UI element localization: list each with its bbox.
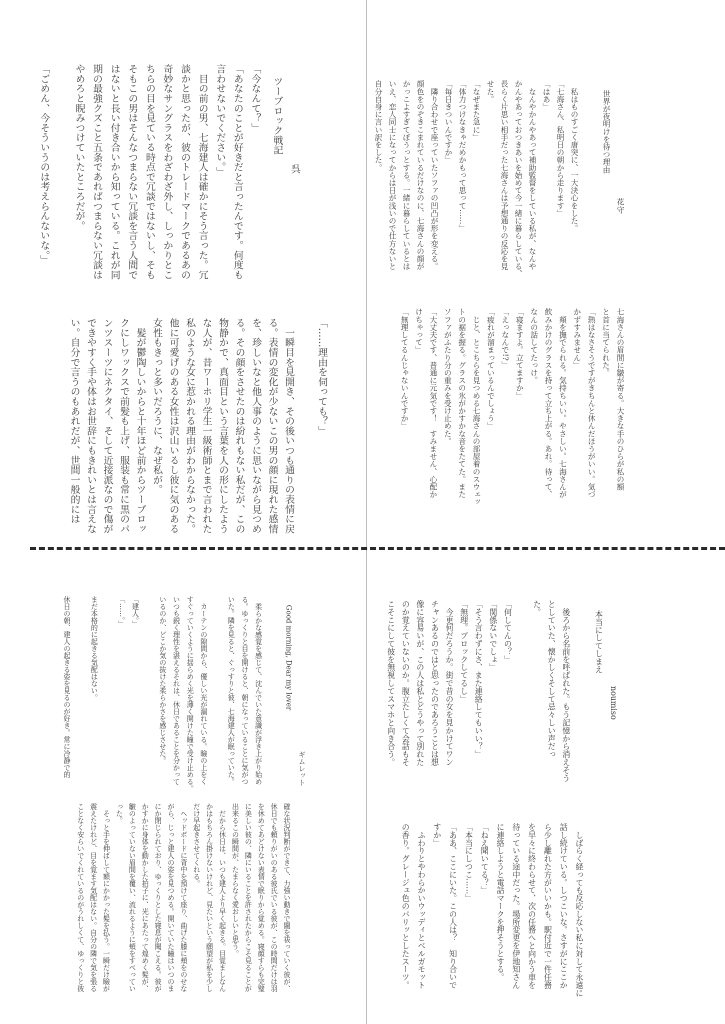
text-column: がら、じっと建人の姿を見つめる。開いていた瞳はいつのま: [166, 803, 175, 992]
text-column: かっこよすぎてぼうっとする。一緒に暮らしているとは: [402, 80, 411, 270]
story-title-row: [284, 596, 308, 796]
text-column: 皺のよっていない眉間を覆い、流れるように頬をすべってい: [128, 803, 137, 992]
text-column: 一瞬目を見開き、その後いつも通りの表情に戻: [283, 318, 294, 534]
text-column: 談かと思ったが、彼のトレードマークであるあの: [179, 64, 191, 280]
text-column: 顔色をのぞきこまれているだけなのに、七海さんの顔が: [416, 80, 425, 270]
story-title: 世界が夜明けを待つ理由: [602, 89, 611, 174]
text-column: た。: [532, 600, 542, 616]
story-title-row: [594, 600, 620, 790]
text-column: 「寝ますよ。立てますか」: [515, 308, 525, 400]
text-column: 奇妙なサングラスをわざわざ外し、しっかりとこ: [161, 64, 173, 280]
text-column: 「無理してるんじゃないんですか」: [400, 308, 410, 430]
text-column: そっと手を伸ばして額にかかった髪を払う。一瞬だけ瞼が: [102, 803, 111, 992]
text-column: そもこの男はそんなつまらない冗談を言う人間で: [126, 64, 138, 280]
text-column: まだ本格的に起きる気配はない。: [90, 596, 99, 701]
story-title-row: [271, 64, 303, 274]
text-column: 女性もきっと多いだろうに、なぜ私が。: [151, 318, 162, 495]
text-column: を休めてあどけない表情で眠りから覚める。寝顔すらも完璧: [257, 803, 266, 992]
text-column: 「何してんの？」: [503, 600, 513, 664]
story-bottom-left-a: [51, 596, 324, 796]
text-column: 「はあ」: [542, 80, 551, 111]
text-column: ヘッドボードに背中を預けて座り、曲げた膝に頬をのせな: [179, 803, 188, 992]
text-column: 確な状況判断ができて、力強い動きで闇を祓っていく彼が、: [283, 803, 291, 992]
text-column: 「ねえ聞いてる？」: [480, 823, 490, 895]
text-column: 「なぜまた急に」: [472, 80, 481, 141]
story-title: Good morning, Dear my lover: [284, 604, 293, 711]
text-column: 長らく片思い相手だった七海さんは予想通りの反応を見: [500, 80, 509, 270]
text-column: な人が、昔ワーホリ学生一級術師とまで言われた: [200, 318, 212, 534]
text-column: いえ、恋人同士になってからは日が浅いので仕方ないと: [388, 80, 397, 270]
text-column: だから休日は、いつも建人より早く起きる。目覚ましなん: [218, 803, 227, 992]
text-column: 「えっなんで!?」: [500, 308, 510, 369]
text-column: ら少し離れた方がいいかも。駅付近で一件任務: [543, 823, 553, 989]
text-column: に連絡しようと電話マークを押そうとする。: [496, 823, 506, 981]
text-column: チャンあるのではと思ったのであろうことは想: [430, 600, 440, 766]
text-column: [73, 596, 87, 796]
text-column: 「疲れが溜まっているんでしょう」: [486, 308, 496, 430]
text-column: [581, 80, 595, 300]
text-column: 「あなたのことが好きだと言ったんです。何度も: [231, 64, 243, 280]
story-top-right-b: [388, 308, 645, 506]
text-column: 「建人。」: [131, 596, 140, 628]
text-column: 「そう言わずにさ、また連絡してもいい？」: [474, 600, 484, 758]
text-column: 他に可愛げのある女性は沢山いるし彼に気のある: [167, 318, 179, 534]
text-column: 飲みかけのグラスを持って立ち上がる。あれ。待って、: [544, 308, 554, 498]
text-column: にか閉じられており、ゆっくりとした寝息が聞こえる。彼が: [154, 803, 163, 992]
text-column: クにしワックスで前髪も上げ、服装も常に黒のパ: [118, 318, 129, 534]
text-column: ふわりとやわらかいウッディとベルガモット: [417, 823, 427, 989]
text-column: 隣り合わせで座っていたソファの凹凸が形を変える。: [430, 80, 439, 270]
text-column: やめろと睨みつけていたところだが。: [73, 64, 85, 231]
story-title-row: [602, 80, 627, 300]
text-column: 像に容易いが、この人は私とどうやって別れた: [415, 600, 425, 766]
text-column: 「ああ、ここにいた。この人は？ 知り合いで: [448, 823, 458, 989]
text-column: [52, 64, 70, 280]
text-column: [296, 318, 313, 534]
text-column: 言わせないでください。」: [214, 64, 226, 177]
text-column: なんの話してたっけ。: [529, 308, 539, 384]
text-column: こそこにして彼を無視してスマホと向き合う。: [386, 600, 396, 766]
text-column: ソファがふたり分の重みを受け止めた。: [443, 308, 453, 445]
text-column: 「ごめん、今そういうのは考えらんないな。」: [38, 64, 50, 265]
text-column: 期の最強クズこと五条であればつまらない冗談は: [91, 64, 103, 280]
dashed-cut-line: [30, 547, 725, 550]
story-title: ツーブロック戦記: [271, 76, 283, 155]
text-column: かんやあっておつきあいを始めて今一緒に暮らしている、: [514, 80, 523, 278]
story-title: 本当にしてしまえ: [594, 610, 604, 674]
text-column: 「大丈夫です、普通に元気です！ すみません、心配か: [428, 308, 438, 498]
text-column: かすかに身体を動かした拍子に、光にあたって煌めく髪が、: [141, 803, 150, 992]
text-column: 柔らかな感覚を感じて、沈んでいた意識が浮き上がり始め: [254, 596, 263, 785]
text-column: 「今なんて？」: [249, 64, 261, 133]
text-column: 「関係ないでしょ」: [488, 600, 498, 672]
text-column: [573, 600, 588, 790]
text-column: せた。: [486, 80, 495, 103]
text-column: いるのか、どこか気の抜けた柔らかさを感じさせた。: [158, 596, 167, 764]
text-column: 休日でも頼りがいのある彼氏でいる彼が、この時間だけは羽: [270, 803, 279, 992]
text-column: はないと長い付き合いから知っている。これが同: [108, 64, 120, 280]
story-top-left-b: [54, 318, 351, 534]
text-column: [141, 596, 155, 796]
text-column: ンツスーツにネクタイ、そして近接派なので傷が: [101, 318, 113, 534]
text-column: 私はものすごく唐突に、一大決心をした。: [570, 80, 579, 232]
text-column: いつも鋭く理性を湛えるそれは、休日であることを分かって: [172, 596, 181, 785]
text-column: 「熱はなさそうですがきちんと休んだほうがいい。気づ: [587, 308, 597, 498]
text-column: ちらの目を見ている時点で冗談ではないし、そも: [143, 64, 155, 280]
text-column: としていた、懐かしくそして忌々しい声だっ: [547, 600, 557, 758]
text-column: 七海さんの眉間に皺が寄る。大きな手のひらが私の額: [616, 308, 625, 491]
text-column: 「本当にしつこ……」: [464, 823, 474, 902]
story-author: ギムレット: [298, 751, 306, 786]
text-column: 「体力つけなきゃだめかもって思って……」: [458, 80, 467, 232]
text-column: できやすく手や体はお世辞にもきれいとは言えな: [85, 318, 96, 534]
text-column: と首に当てられた。: [601, 308, 611, 377]
text-column: トの裾を握る。グラスの氷がかすかな音をたてた。また: [457, 308, 467, 498]
text-column: った。: [115, 803, 124, 824]
story-bottom-right-a: [374, 600, 638, 790]
text-column: かずすみません」: [572, 308, 582, 369]
text-column: 髪が鬱陶しいからと十年ほど前からツーブロッ: [134, 318, 146, 534]
text-column: かはもちろん掛けないけれど、見たいという願望が私を少し: [205, 803, 214, 992]
text-column: 出来るこの瞬間が、たまらなく愛おしいと思う。: [231, 803, 240, 957]
text-column: すぐっていくように揺らめく光を薄く開けた瞳で受け止める。: [186, 596, 195, 792]
text-column: ことなく安らいでくれているのがうれしくて、ゆっくりと彼: [76, 803, 85, 992]
story-bottom-right-b: [388, 823, 605, 997]
text-column: 自分自身に言い訳をした。: [374, 80, 383, 172]
text-column: る。その顔をさせたのは紛れもない私だが、この: [233, 318, 245, 534]
text-column: のか覚えていないのか。腹立たしくて会話もそ: [401, 600, 411, 766]
text-column: 今更何だろうか。街で昔の女を見かけてワン: [445, 600, 455, 766]
text-column: 震えたけれど、目を覚ます気配はない。自分の隣で気を張る: [89, 803, 98, 992]
text-column: 物静かで、真面目という言葉を人の形にしたよう: [217, 318, 228, 534]
text-column: に美しい彼の、隣にいることを許されたからこそ見ることが: [244, 803, 253, 992]
text-column: けちゃって」: [414, 308, 424, 354]
text-column: 目の前の男、七海建人は確かにそう言った。冗: [196, 64, 208, 280]
story-top-right-a: [362, 80, 645, 300]
text-column: を早々に終わらせて、次の任務へと向かう車を: [527, 823, 537, 989]
text-column: 後ろから名前を呼ばれた。もう記憶から消えそう: [561, 600, 571, 782]
story-author: 呉: [289, 164, 300, 174]
text-column: しばらく経っても反応しない私に対して永遠に: [575, 823, 584, 997]
text-column: [514, 600, 529, 790]
text-column: 話し続けている。しつこいな。さすがにここか: [559, 823, 569, 989]
text-column: [265, 596, 279, 796]
story-bottom-left-b: [66, 803, 309, 992]
text-column: を、珍しいなと他人事のように思いながら見つめ: [250, 318, 261, 534]
text-column: 「……理由を伺っても？」: [316, 318, 327, 436]
text-column: いた。隣を見ると、ぐっすりと彼、七海建人が眠っていた。: [227, 596, 236, 785]
text-column: 待っている途中だった。場所変更を伊地知さん: [511, 823, 521, 989]
story-author: 花守: [616, 198, 625, 214]
text-column: [100, 596, 114, 796]
text-column: カーテンの隙間から、優しい光が漏れている。瞼の上をく: [199, 596, 208, 785]
text-column: る。表情の変化が少ないこの男の顔に現れた感情: [266, 318, 278, 534]
text-column: [210, 596, 224, 796]
text-column: 「無理。ブロックしてるし」: [459, 600, 469, 703]
text-column: 休日の朝、建人の起きる姿を見るのが好き。常に冷静で的: [63, 596, 71, 778]
text-column: だけ早起きさせてくれる。: [192, 803, 201, 887]
text-column: い。自分で言うのもあれだが、世間一般的には: [68, 318, 80, 524]
text-column: る。ゆっくりと目を開けると、朝になっていることに気がつ: [240, 596, 249, 785]
text-column: じと、とこちらを見つめる七海さんの部屋着のスウェッ: [472, 308, 482, 506]
story-top-left-a: [24, 64, 325, 280]
text-column: なんやかんやあって補助監督をしている私が、なんや: [528, 80, 537, 270]
story-author: noumiso: [609, 686, 618, 720]
text-column: すか」: [432, 823, 442, 847]
text-column: の香り。グレージュ色のパリッとしたスーツ。: [401, 823, 411, 989]
text-column: 「……。」: [117, 596, 126, 628]
text-column: 「毎日きついんですか」: [444, 80, 453, 164]
text-column: 頬を撫でられる。気持ちいい。やさしい。七海さんが: [558, 308, 568, 498]
text-column: 「七海さん、私明日の朝から走ります」: [556, 80, 565, 217]
text-column: 私のような女に惹かれる理由がわからなかった。: [184, 318, 195, 534]
